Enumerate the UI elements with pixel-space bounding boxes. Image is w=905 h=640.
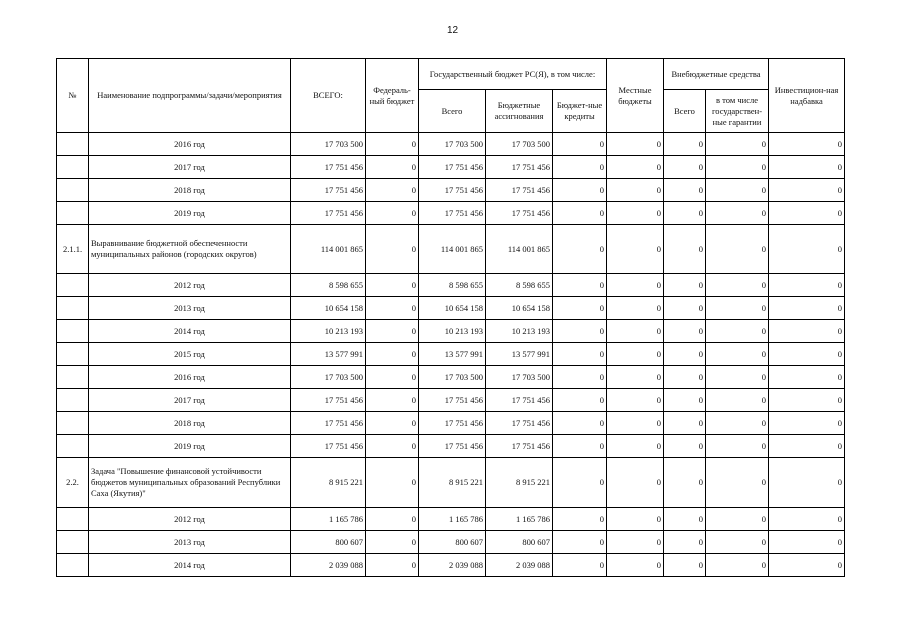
header-local: Местные бюджеты <box>607 59 664 133</box>
cell-investment: 0 <box>769 297 845 320</box>
cell-local: 0 <box>607 133 664 156</box>
cell-extra-guarantees: 0 <box>706 554 769 577</box>
cell-extra-total: 0 <box>664 458 706 508</box>
cell-state-total: 17 703 500 <box>419 366 486 389</box>
cell-state-total: 17 751 456 <box>419 156 486 179</box>
cell-extra-guarantees: 0 <box>706 297 769 320</box>
cell-investment: 0 <box>769 389 845 412</box>
row-name: 2017 год <box>89 389 291 412</box>
cell-state-credits: 0 <box>553 225 607 274</box>
cell-extra-guarantees: 0 <box>706 458 769 508</box>
cell-investment: 0 <box>769 508 845 531</box>
cell-state-credits: 0 <box>553 531 607 554</box>
row-number: 2.1.1. <box>57 225 89 274</box>
cell-extra-guarantees: 0 <box>706 179 769 202</box>
header-extra-guarantees: в том числе государствен-ные гарантии <box>706 90 769 133</box>
row-number <box>57 508 89 531</box>
cell-investment: 0 <box>769 225 845 274</box>
cell-extra-guarantees: 0 <box>706 225 769 274</box>
cell-investment: 0 <box>769 179 845 202</box>
cell-state-total: 17 751 456 <box>419 412 486 435</box>
cell-investment: 0 <box>769 320 845 343</box>
cell-total: 10 213 193 <box>291 320 366 343</box>
cell-local: 0 <box>607 458 664 508</box>
cell-extra-guarantees: 0 <box>706 531 769 554</box>
row-name: 2019 год <box>89 435 291 458</box>
cell-state-credits: 0 <box>553 320 607 343</box>
cell-state-credits: 0 <box>553 435 607 458</box>
cell-total: 8 598 655 <box>291 274 366 297</box>
cell-total: 17 751 456 <box>291 412 366 435</box>
cell-extra-guarantees: 0 <box>706 274 769 297</box>
cell-local: 0 <box>607 343 664 366</box>
cell-federal: 0 <box>366 435 419 458</box>
cell-state-credits: 0 <box>553 366 607 389</box>
cell-state-total: 17 751 456 <box>419 179 486 202</box>
row-name: 2012 год <box>89 508 291 531</box>
cell-state-allocations: 800 607 <box>486 531 553 554</box>
cell-total: 8 915 221 <box>291 458 366 508</box>
cell-total: 114 001 865 <box>291 225 366 274</box>
cell-state-allocations: 17 751 456 <box>486 435 553 458</box>
cell-state-credits: 0 <box>553 458 607 508</box>
cell-state-credits: 0 <box>553 343 607 366</box>
cell-extra-guarantees: 0 <box>706 389 769 412</box>
cell-local: 0 <box>607 389 664 412</box>
cell-federal: 0 <box>366 508 419 531</box>
cell-state-total: 10 213 193 <box>419 320 486 343</box>
cell-state-allocations: 13 577 991 <box>486 343 553 366</box>
cell-extra-guarantees: 0 <box>706 435 769 458</box>
cell-total: 2 039 088 <box>291 554 366 577</box>
cell-federal: 0 <box>366 458 419 508</box>
cell-local: 0 <box>607 366 664 389</box>
row-name: Выравнивание бюджетной обеспеченности муниципальных районов (городских округов) <box>89 225 291 274</box>
cell-federal: 0 <box>366 133 419 156</box>
row-name: 2012 год <box>89 274 291 297</box>
cell-state-total: 17 703 500 <box>419 133 486 156</box>
cell-extra-total: 0 <box>664 435 706 458</box>
budget-table <box>56 58 845 577</box>
cell-state-allocations: 2 039 088 <box>486 554 553 577</box>
cell-federal: 0 <box>366 179 419 202</box>
row-name: 2013 год <box>89 531 291 554</box>
row-number <box>57 156 89 179</box>
cell-extra-total: 0 <box>664 320 706 343</box>
cell-extra-guarantees: 0 <box>706 343 769 366</box>
cell-total: 17 751 456 <box>291 179 366 202</box>
header-total: ВСЕГО: <box>291 59 366 133</box>
table-body <box>57 133 845 577</box>
cell-extra-total: 0 <box>664 297 706 320</box>
cell-state-credits: 0 <box>553 554 607 577</box>
cell-extra-total: 0 <box>664 156 706 179</box>
row-number <box>57 133 89 156</box>
cell-investment: 0 <box>769 458 845 508</box>
row-name: 2017 год <box>89 156 291 179</box>
row-number <box>57 554 89 577</box>
cell-state-total: 17 751 456 <box>419 389 486 412</box>
header-extra-budget: Внебюджетные средства <box>664 59 769 90</box>
cell-state-credits: 0 <box>553 297 607 320</box>
row-number <box>57 320 89 343</box>
cell-state-credits: 0 <box>553 274 607 297</box>
cell-local: 0 <box>607 202 664 225</box>
header-state-credits: Бюджет-ные кредиты <box>553 90 607 133</box>
cell-state-total: 17 751 456 <box>419 435 486 458</box>
cell-extra-guarantees: 0 <box>706 320 769 343</box>
cell-extra-guarantees: 0 <box>706 202 769 225</box>
cell-local: 0 <box>607 225 664 274</box>
row-name: 2013 год <box>89 297 291 320</box>
header-federal: Федераль-ный бюджет <box>366 59 419 133</box>
cell-total: 17 751 456 <box>291 435 366 458</box>
cell-extra-total: 0 <box>664 366 706 389</box>
row-number <box>57 366 89 389</box>
cell-total: 10 654 158 <box>291 297 366 320</box>
cell-total: 17 703 500 <box>291 133 366 156</box>
header-state-allocations: Бюджетные ассигнования <box>486 90 553 133</box>
header-extra-total: Всего <box>664 90 706 133</box>
cell-federal: 0 <box>366 531 419 554</box>
table-header <box>57 59 845 133</box>
row-name: 2018 год <box>89 412 291 435</box>
row-name: 2014 год <box>89 554 291 577</box>
header-investment: Инвестицион-ная надбавка <box>769 59 845 133</box>
cell-state-allocations: 1 165 786 <box>486 508 553 531</box>
cell-state-allocations: 17 751 456 <box>486 412 553 435</box>
cell-investment: 0 <box>769 412 845 435</box>
cell-state-total: 13 577 991 <box>419 343 486 366</box>
cell-state-allocations: 10 654 158 <box>486 297 553 320</box>
cell-local: 0 <box>607 320 664 343</box>
cell-federal: 0 <box>366 343 419 366</box>
cell-state-credits: 0 <box>553 156 607 179</box>
header-state-total: Всего <box>419 90 486 133</box>
cell-state-allocations: 17 751 456 <box>486 179 553 202</box>
cell-extra-total: 0 <box>664 133 706 156</box>
cell-state-allocations: 17 703 500 <box>486 133 553 156</box>
row-number <box>57 531 89 554</box>
cell-local: 0 <box>607 274 664 297</box>
cell-state-credits: 0 <box>553 133 607 156</box>
row-name: 2014 год <box>89 320 291 343</box>
cell-local: 0 <box>607 435 664 458</box>
cell-state-total: 800 607 <box>419 531 486 554</box>
cell-local: 0 <box>607 297 664 320</box>
row-name: Задача "Повышение финансовой устойчивости бюджетов муниципальных образований Республики Саха (Якутия)" <box>89 458 291 508</box>
cell-extra-total: 0 <box>664 389 706 412</box>
row-number: 2.2. <box>57 458 89 508</box>
cell-investment: 0 <box>769 202 845 225</box>
header-name: Наименование подпрограммы/задачи/мероприятия <box>89 59 291 133</box>
cell-federal: 0 <box>366 274 419 297</box>
cell-extra-guarantees: 0 <box>706 508 769 531</box>
row-number <box>57 412 89 435</box>
header-state-budget: Государственный бюджет РС(Я), в том числе: <box>419 59 607 90</box>
cell-investment: 0 <box>769 531 845 554</box>
cell-federal: 0 <box>366 297 419 320</box>
cell-state-allocations: 114 001 865 <box>486 225 553 274</box>
cell-investment: 0 <box>769 554 845 577</box>
cell-extra-total: 0 <box>664 531 706 554</box>
cell-state-total: 8 915 221 <box>419 458 486 508</box>
cell-total: 1 165 786 <box>291 508 366 531</box>
cell-state-credits: 0 <box>553 202 607 225</box>
cell-federal: 0 <box>366 366 419 389</box>
row-name: 2016 год <box>89 133 291 156</box>
row-number <box>57 389 89 412</box>
row-number <box>57 297 89 320</box>
cell-federal: 0 <box>366 156 419 179</box>
page-number: 12 <box>446 25 459 36</box>
row-number <box>57 274 89 297</box>
cell-total: 17 703 500 <box>291 366 366 389</box>
cell-federal: 0 <box>366 554 419 577</box>
cell-state-allocations: 17 751 456 <box>486 202 553 225</box>
row-name: 2016 год <box>89 366 291 389</box>
cell-extra-total: 0 <box>664 202 706 225</box>
cell-federal: 0 <box>366 389 419 412</box>
cell-state-allocations: 17 751 456 <box>486 156 553 179</box>
cell-state-total: 17 751 456 <box>419 202 486 225</box>
cell-extra-total: 0 <box>664 508 706 531</box>
cell-local: 0 <box>607 179 664 202</box>
cell-total: 17 751 456 <box>291 202 366 225</box>
cell-state-allocations: 8 915 221 <box>486 458 553 508</box>
cell-extra-guarantees: 0 <box>706 156 769 179</box>
row-name: 2018 год <box>89 179 291 202</box>
cell-state-allocations: 17 703 500 <box>486 366 553 389</box>
cell-state-total: 114 001 865 <box>419 225 486 274</box>
row-number <box>57 435 89 458</box>
cell-federal: 0 <box>366 202 419 225</box>
cell-total: 13 577 991 <box>291 343 366 366</box>
cell-investment: 0 <box>769 133 845 156</box>
cell-state-credits: 0 <box>553 389 607 412</box>
cell-state-credits: 0 <box>553 508 607 531</box>
header-no: № <box>57 59 89 133</box>
cell-state-total: 10 654 158 <box>419 297 486 320</box>
cell-total: 17 751 456 <box>291 156 366 179</box>
cell-extra-guarantees: 0 <box>706 133 769 156</box>
cell-extra-guarantees: 0 <box>706 412 769 435</box>
cell-state-allocations: 10 213 193 <box>486 320 553 343</box>
row-number <box>57 343 89 366</box>
cell-extra-total: 0 <box>664 274 706 297</box>
cell-total: 17 751 456 <box>291 389 366 412</box>
cell-state-allocations: 8 598 655 <box>486 274 553 297</box>
cell-extra-guarantees: 0 <box>706 366 769 389</box>
cell-extra-total: 0 <box>664 179 706 202</box>
cell-local: 0 <box>607 508 664 531</box>
cell-extra-total: 0 <box>664 412 706 435</box>
cell-total: 800 607 <box>291 531 366 554</box>
cell-investment: 0 <box>769 156 845 179</box>
cell-extra-total: 0 <box>664 554 706 577</box>
row-number <box>57 202 89 225</box>
cell-investment: 0 <box>769 343 845 366</box>
cell-federal: 0 <box>366 412 419 435</box>
cell-state-total: 2 039 088 <box>419 554 486 577</box>
row-name: 2019 год <box>89 202 291 225</box>
cell-state-credits: 0 <box>553 179 607 202</box>
cell-local: 0 <box>607 412 664 435</box>
cell-federal: 0 <box>366 225 419 274</box>
cell-investment: 0 <box>769 274 845 297</box>
cell-extra-total: 0 <box>664 343 706 366</box>
row-name: 2015 год <box>89 343 291 366</box>
cell-local: 0 <box>607 531 664 554</box>
cell-state-credits: 0 <box>553 412 607 435</box>
cell-local: 0 <box>607 156 664 179</box>
cell-federal: 0 <box>366 320 419 343</box>
cell-investment: 0 <box>769 435 845 458</box>
cell-extra-total: 0 <box>664 225 706 274</box>
cell-state-total: 8 598 655 <box>419 274 486 297</box>
cell-state-total: 1 165 786 <box>419 508 486 531</box>
cell-local: 0 <box>607 554 664 577</box>
cell-investment: 0 <box>769 366 845 389</box>
row-number <box>57 179 89 202</box>
cell-state-allocations: 17 751 456 <box>486 389 553 412</box>
